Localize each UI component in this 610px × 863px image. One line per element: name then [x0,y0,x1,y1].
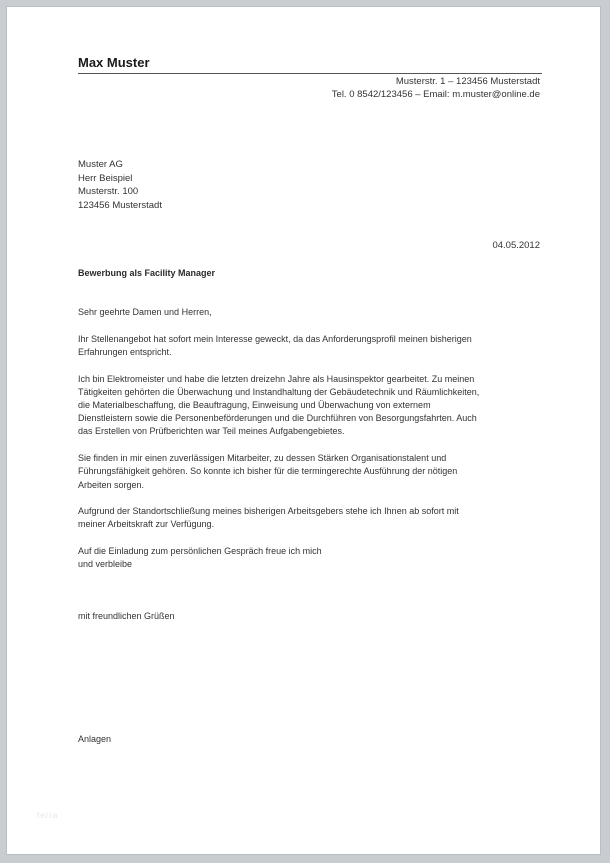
body-line: Ich bin Elektromeister und habe die letzten dreizehn Jahre als Hausinspektor gearbeitet. Zu meinen [78,373,475,384]
body-line: Arbeiten sorgen. [78,479,145,490]
header-rule [78,73,542,74]
letter-date: 04.05.2012 [492,240,540,251]
body-line: das Erstellen von Prüfberichten war Teil meines Aufgabengebietes. [78,426,345,437]
paragraph [78,505,548,531]
body-line: Dienstleistern sowie die Personenbeförderungen und die Durchführen von Besorgungsfahrten. Auch [78,413,477,424]
body-line: Erfahrungen entspricht. [78,346,172,357]
sender-name: Max Muster [78,55,150,70]
body-line: meiner Arbeitskraft zur Verfügung. [78,519,215,530]
sender-contact [332,75,540,101]
body-line: Auf die Einladung zum persönlichen Gespräch freue ich mich [78,546,322,557]
body-line: und verbleibe [78,559,133,570]
recipient-street: Musterstr. 100 [78,186,139,197]
salutation: Sehr geehrte Damen und Herren, [78,307,212,317]
body-line: Aufgrund der Standortschließung meines bisherigen Arbeitsgebers stehe ich Ihnen ab sofort mit [78,506,459,517]
letter-subject: Bewerbung als Facility Manager [78,268,216,278]
watermark: ferra [37,811,59,820]
paragraph [78,373,548,439]
sender-phone-email: Tel. 0 8542/123456 – Email: m.muster@online.de [331,89,540,100]
attachments-label: Anlagen [78,734,112,744]
body-line: die Materialbeschaffung, die Beauftragung, Einweisung und Überwachung von externem [78,400,431,411]
paragraph [78,452,548,492]
recipient-company: Muster AG [78,159,123,170]
body-line: Ihr Stellenangebot hat sofort mein Interesse geweckt, da das Anforderungsprofil meinen bisherigen [78,333,472,344]
body-line: Führungsfähigkeit gehören. So konnte ich bisher für die termingerechte Ausführung der nötigen [78,466,458,477]
letter-body [78,306,548,585]
paragraph [78,333,548,359]
closing-greeting: mit freundlichen Grüßen [78,611,175,621]
recipient-person: Herr Beispiel [78,172,133,184]
body-line: Sie finden in mir einen zuverlässigen Mitarbeiter, zu dessen Stärken Organisationstalent und [78,453,447,464]
recipient-city: 123456 Musterstadt [78,199,162,211]
body-line: Tätigkeiten gehörten die Überwachung und Instandhaltung der Gebäudetechnik und Räumlichkeiten, [78,386,480,397]
recipient-address [78,158,162,212]
paragraph [78,545,548,571]
sender-address: Musterstr. 1 – 123456 Musterstadt [395,76,540,87]
letter-page [6,6,601,855]
